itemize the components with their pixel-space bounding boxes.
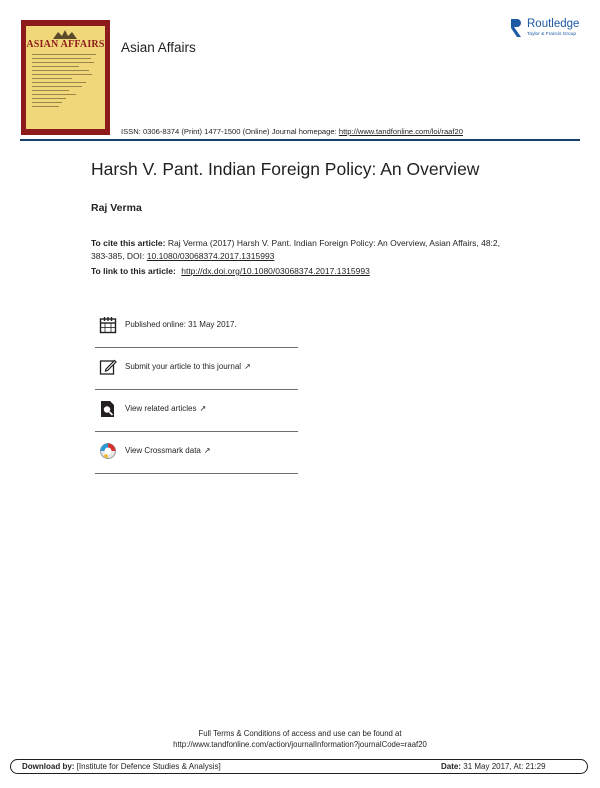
download-date-value: 31 May 2017, At: 21:29	[463, 762, 546, 771]
download-by	[22, 762, 221, 771]
issn-text: ISSN: 0306-8374 (Print) 1477-1500 (Online) Journal homepage:	[121, 127, 337, 136]
journal-name: Asian Affairs	[121, 40, 196, 55]
submit-article-link[interactable]	[125, 362, 251, 371]
cite-text: Raj Verma (2017) Harsh V. Pant. Indian Foreign Policy: An Overview, Asian Affairs, 48:2, 383-385, DOI:	[91, 238, 501, 261]
crossmark-label: View Crossmark data	[125, 446, 201, 455]
related-articles-link[interactable]	[125, 404, 206, 413]
download-by-label: Download by:	[22, 762, 75, 771]
published-date: Published online: 31 May 2017.	[125, 320, 237, 329]
terms-url[interactable]: http://www.tandfonline.com/action/journalInformation?journalCode=raaf20	[173, 740, 427, 749]
download-date	[441, 762, 546, 771]
issn-line	[121, 127, 463, 136]
terms-notice	[0, 728, 600, 750]
calendar-icon	[99, 316, 117, 334]
article-author: Raj Verma	[91, 202, 142, 214]
external-link-icon: ↗	[203, 446, 211, 455]
related-row[interactable]	[95, 392, 298, 432]
cover-title: ASIAN AFFAIRS	[26, 39, 105, 50]
terms-line: Full Terms & Conditions of access and use can be found at	[198, 729, 402, 738]
download-info-bar	[10, 759, 588, 774]
routledge-logo-icon	[509, 17, 523, 39]
submit-row[interactable]	[95, 350, 298, 390]
published-row	[95, 308, 298, 348]
crossmark-icon	[99, 442, 117, 460]
doi-link[interactable]: 10.1080/03068374.2017.1315993	[146, 250, 275, 261]
link-label: To link to this article:	[91, 266, 176, 276]
citation-block	[91, 237, 501, 262]
cite-label: To cite this article:	[91, 238, 166, 248]
submit-label: Submit your article to this journal	[125, 362, 242, 371]
cover-panel	[26, 26, 105, 129]
download-date-label: Date:	[441, 762, 462, 771]
article-url-link[interactable]: http://dx.doi.org/10.1080/03068374.2017.1315993	[181, 266, 370, 276]
edit-icon	[99, 358, 117, 376]
related-label: View related articles	[125, 404, 197, 413]
article-title: Harsh V. Pant. Indian Foreign Policy: An Overview	[91, 159, 480, 179]
download-by-value: [Institute for Defence Studies & Analysis]	[76, 762, 221, 771]
header-divider	[20, 139, 580, 141]
crossmark-row[interactable]	[95, 434, 298, 474]
publisher-name: Routledge	[527, 18, 580, 30]
document-search-icon	[99, 400, 117, 418]
journal-homepage-link[interactable]: http://www.tandfonline.com/loi/raaf20	[338, 127, 463, 136]
article-link-line	[91, 266, 370, 276]
external-link-icon: ↗	[244, 362, 251, 371]
cover-contents	[32, 54, 99, 110]
crossmark-link[interactable]	[125, 446, 211, 455]
article-actions	[95, 308, 298, 474]
publisher-tagline: Taylor & Francis Group	[527, 32, 577, 37]
publisher-logo[interactable]	[509, 17, 589, 41]
external-link-icon: ↗	[199, 404, 207, 413]
journal-cover	[21, 20, 110, 135]
